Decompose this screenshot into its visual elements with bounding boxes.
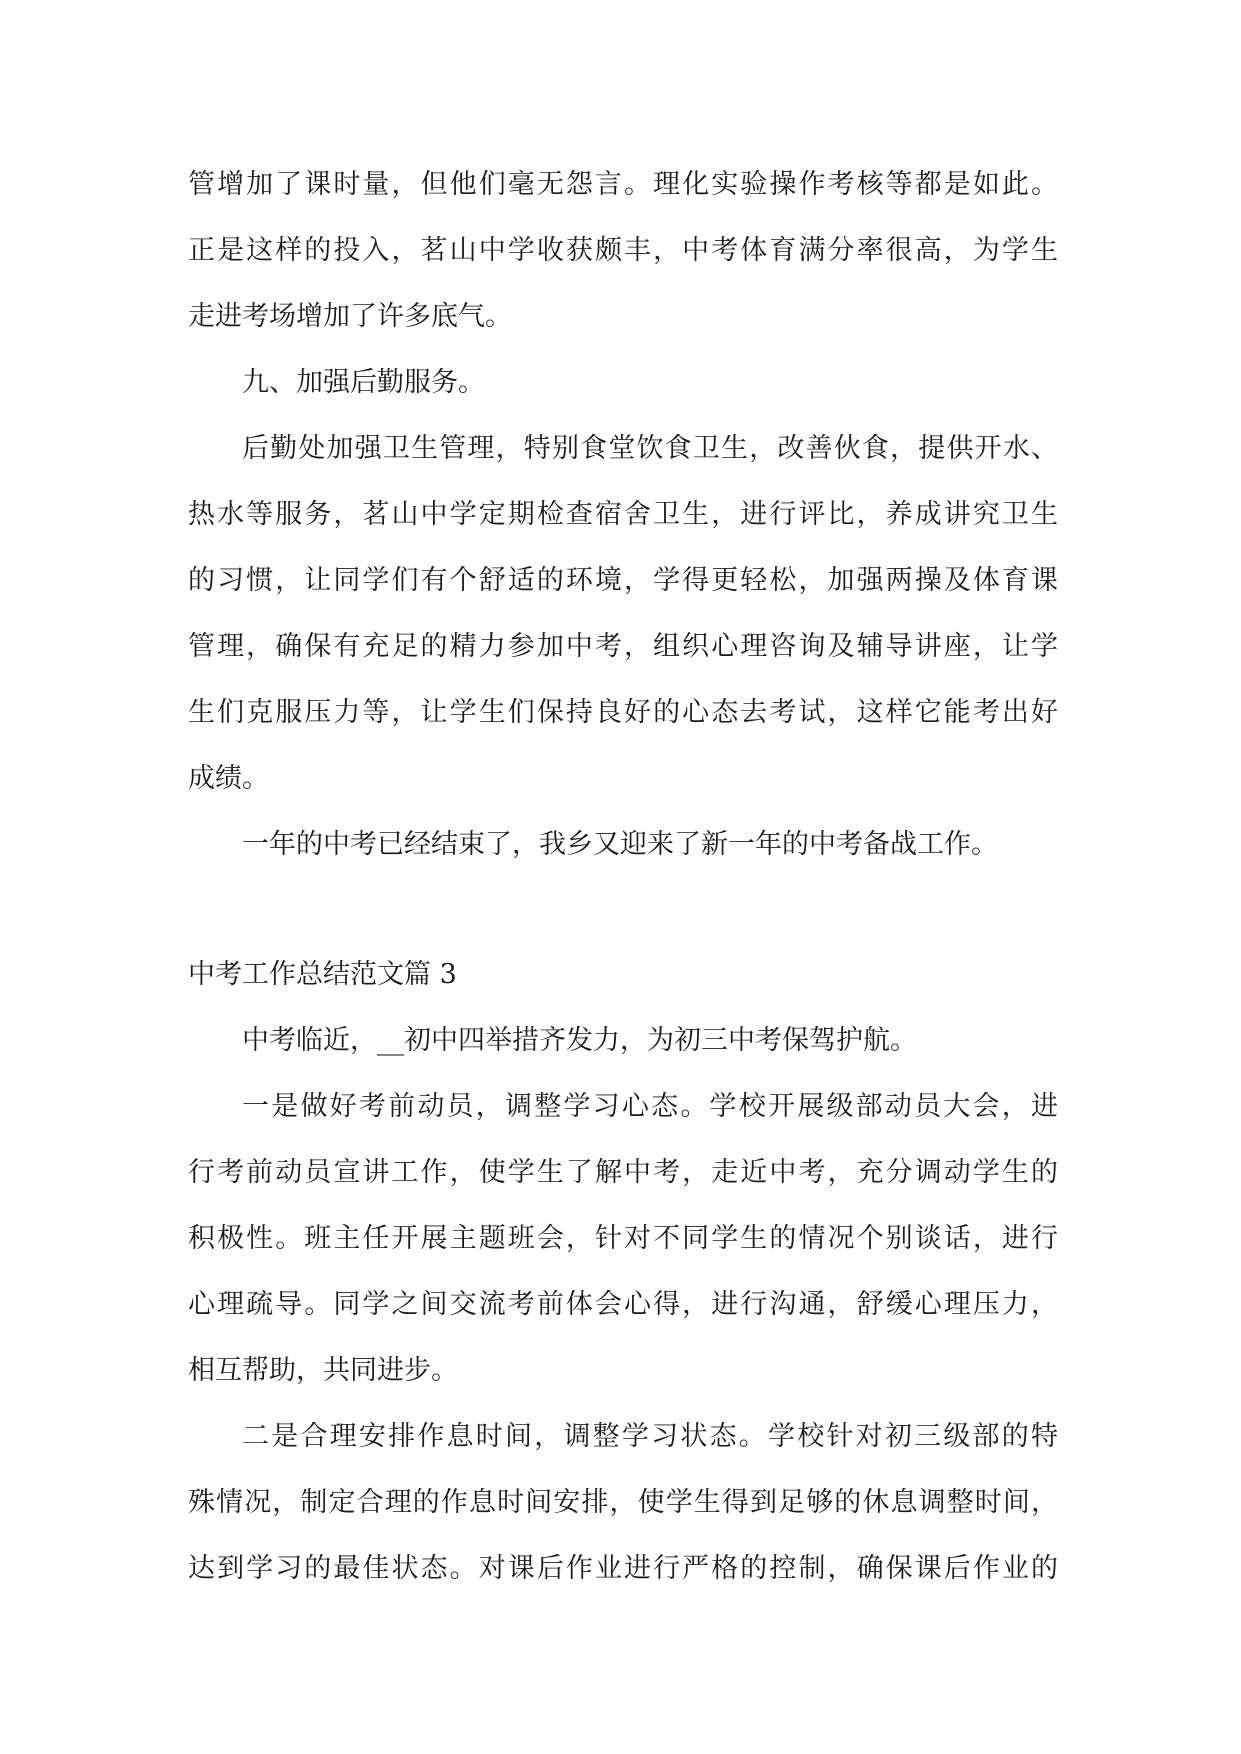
text-line: 管增加了课时量，但他们毫无怨言。理化实验操作考核等都是如此。	[188, 169, 1058, 200]
section-gap	[188, 878, 1058, 942]
text-block-before-section	[188, 152, 1058, 878]
text-line: 相互帮助，共同进步。	[188, 1355, 458, 1386]
text-line: 热水等服务，茗山中学定期检查宿舍卫生，进行评比，养成讲究卫生	[188, 499, 1058, 530]
text-line: 达到学习的最佳状态。对课后作业进行严格的控制，确保课后作业的	[188, 1553, 1058, 1584]
text-line: 的习惯，让同学们有个舒适的环境，学得更轻松，加强两操及体育课	[188, 565, 1058, 596]
text-line: 后勤处加强卫生管理，特别食堂饮食卫生，改善伙食，提供开水、	[242, 433, 1058, 464]
text-line: 中考临近，__初中四举措齐发力，为初三中考保驾护航。	[242, 1025, 917, 1056]
text-line: 一年的中考已经结束了，我乡又迎来了新一年的中考备战工作。	[242, 829, 998, 860]
text-line: 走进考场增加了许多底气。	[188, 301, 512, 332]
text-line: 管理，确保有充足的精力参加中考，组织心理咨询及辅导讲座，让学	[188, 631, 1058, 662]
text-line: 一是做好考前动员，调整学习心态。学校开展级部动员大会，进	[242, 1091, 1058, 1122]
text-line: 成绩。	[188, 763, 269, 794]
text-line: 生们克服压力等，让学生们保持良好的心态去考试，这样它能考出好	[188, 697, 1058, 728]
text-block-section-3	[188, 1008, 1058, 1602]
text-line: 行考前动员宣讲工作，使学生了解中考，走近中考，充分调动学生的	[188, 1157, 1058, 1188]
text-line: 心理疏导。同学之间交流考前体会心得，进行沟通，舒缓心理压力，	[188, 1289, 1058, 1320]
text-line: 九、加强后勤服务。	[242, 367, 485, 398]
text-line: 积极性。班主任开展主题班会，针对不同学生的情况个别谈话，进行	[188, 1223, 1058, 1254]
document-body	[188, 152, 1058, 1602]
text-line: 殊情况，制定合理的作息时间安排，使学生得到足够的休息调整时间，	[188, 1487, 1058, 1518]
text-line: 正是这样的投入，茗山中学收获颇丰，中考体育满分率很高，为学生	[188, 235, 1058, 266]
text-line: 二是合理安排作息时间，调整学习状态。学校针对初三级部的特	[242, 1421, 1058, 1452]
section-title: 中考工作总结范文篇 3	[188, 959, 457, 990]
